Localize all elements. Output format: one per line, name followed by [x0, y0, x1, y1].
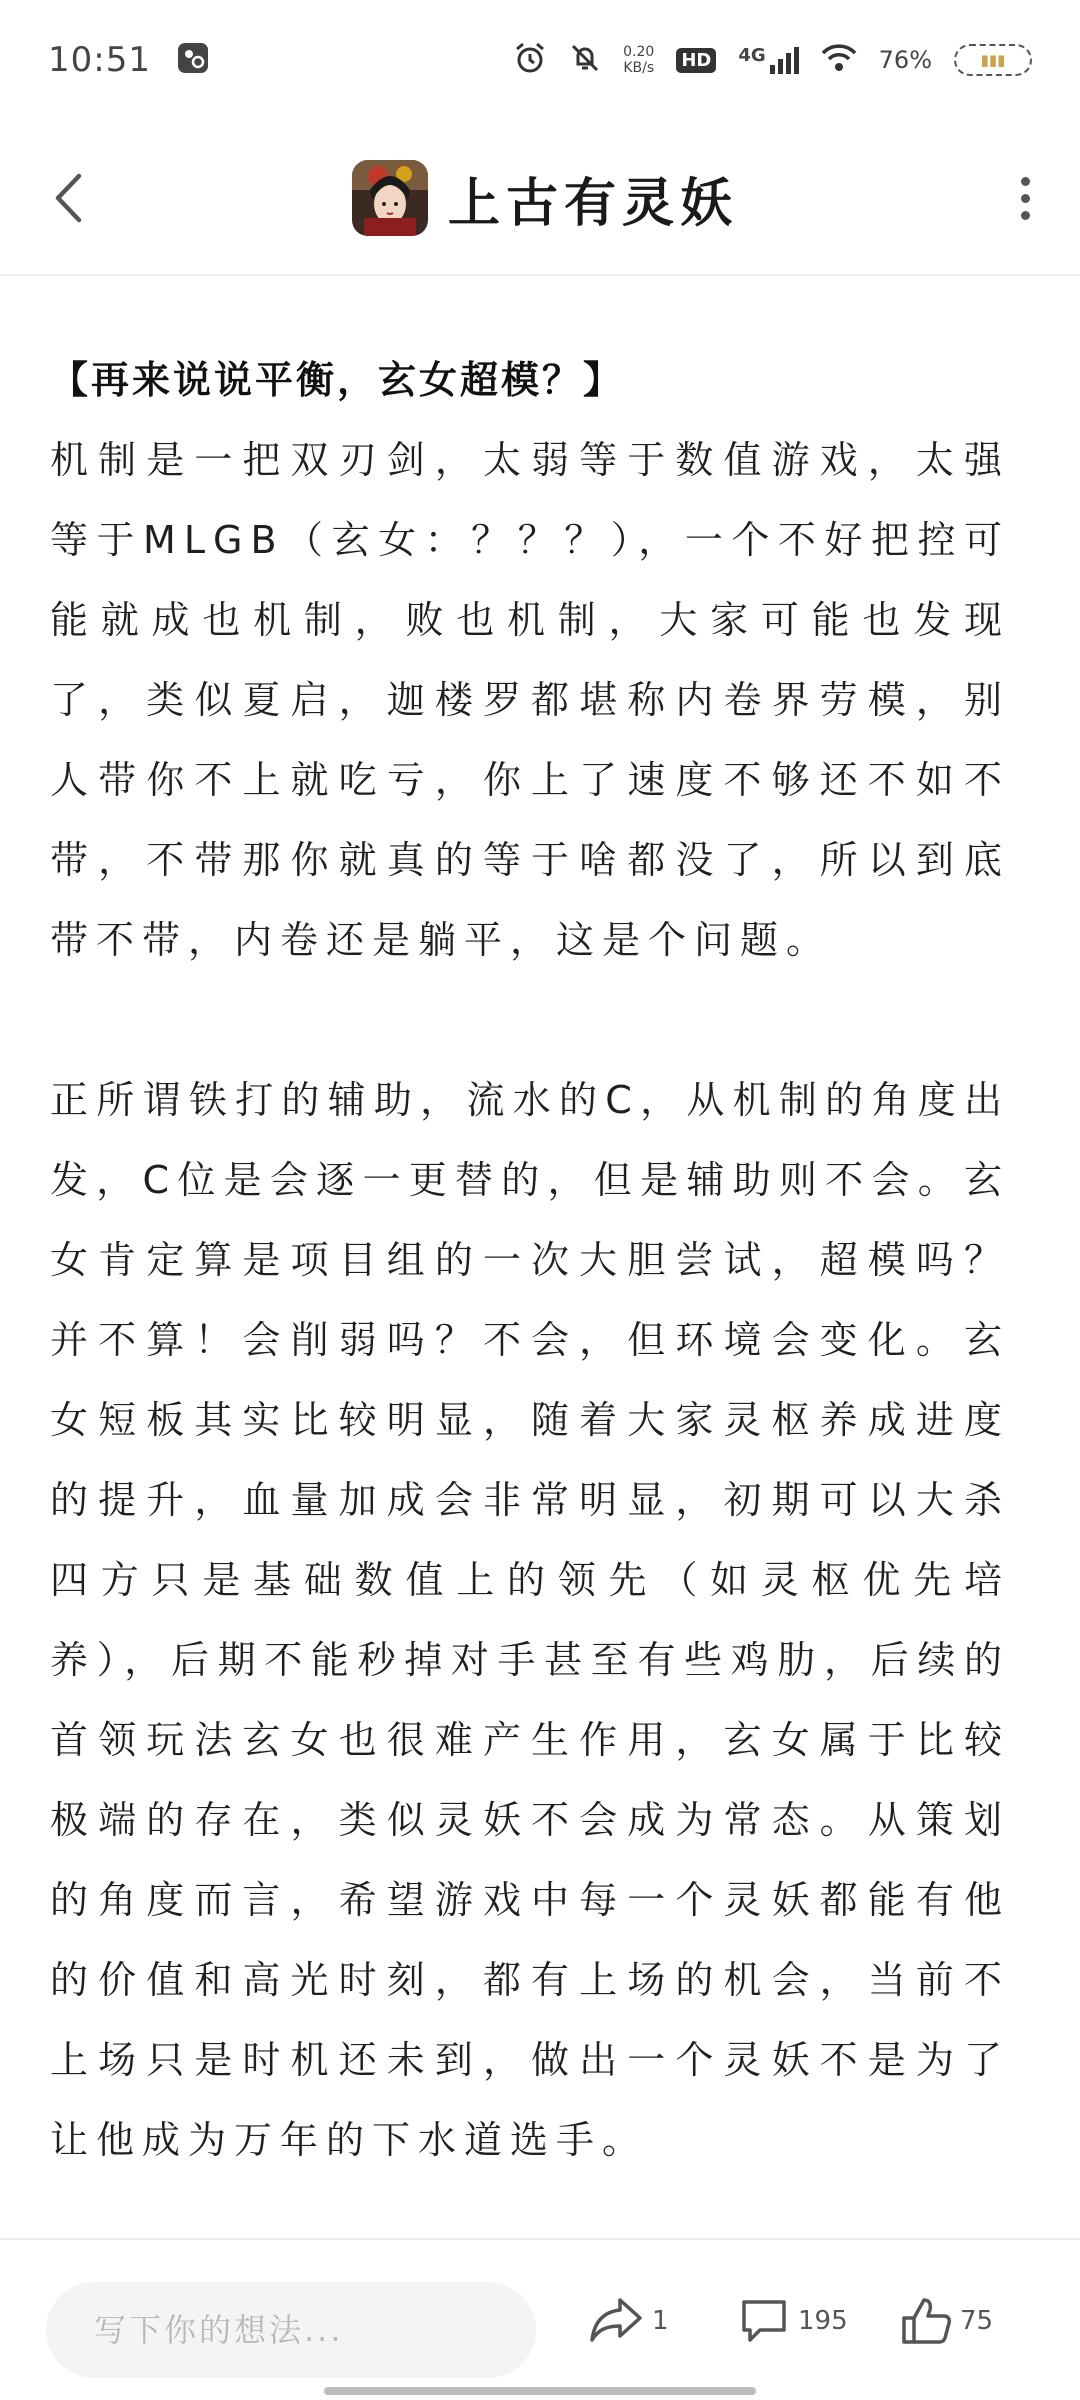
more-dot-icon: [1021, 194, 1030, 203]
battery-icon: ▮▮▮: [954, 44, 1032, 76]
more-options-button[interactable]: [1000, 168, 1050, 228]
bottom-action-bar: [0, 2238, 1080, 2400]
article-paragraph: 机制是一把双刃剑，太弱等于数值游戏，太强等于MLGB（玄女：？？？），一个不好把控可能就成也机制，败也机制，大家可能也发现了，类似夏启，迦楼罗都堪称内卷界劳模，别人带你不上就吃亏，你上了速度不够还不如不带，不带那你就真的等于啥都没了，所以到底带不带，内卷还是躺平，这是个问题。: [50, 438, 1010, 962]
like-button[interactable]: [900, 2296, 993, 2346]
hd-badge: HD: [676, 48, 716, 73]
net-speed-value: 0.20: [623, 44, 655, 60]
comment-icon: [738, 2296, 790, 2346]
battery-percent: 76%: [878, 46, 932, 74]
share-count: 1: [652, 2306, 669, 2336]
title-group[interactable]: [352, 154, 738, 242]
back-arrow-icon: [53, 172, 83, 224]
game-avatar-icon[interactable]: [352, 160, 428, 236]
article-content: [50, 340, 1010, 2180]
gallery-icon: [177, 42, 209, 78]
net-speed: [623, 44, 654, 76]
back-button[interactable]: [40, 162, 96, 234]
home-indicator[interactable]: [324, 2387, 756, 2395]
article-paragraph: 正所谓铁打的辅助，流水的C，从机制的角度出发，C位是会逐一更替的，但是辅助则不会。玄女肯定算是项目组的一次大胆尝试，超模吗？并不算！会削弱吗？不会，但环境会变化。玄女短板其实比较明显，随着大家灵枢养成进度的提升，血量加成会非常明显，初期可以大杀四方只是基础数值上的领先（如灵枢优先培养），后期不能秒掉对手甚至有些鸡肋，后续的首领玩法玄女也很难产生作用，玄女属于比较极端的存在，类似灵妖不会成为常态。从策划的角度而言，希望游戏中每一个灵妖都能有他的价值和高光时刻，都有上场的机会，当前不上场只是时机还未到，做出一个灵妖不是为了让他成为万年的下水道选手。: [50, 1078, 1010, 2162]
paragraph-spacer: [50, 980, 1010, 1060]
cellular-signal-icon: [738, 45, 798, 75]
status-bar: [0, 0, 1080, 120]
network-label: 4G: [738, 45, 766, 66]
more-dot-icon: [1021, 211, 1030, 220]
comment-button[interactable]: [738, 2296, 848, 2346]
share-icon: [588, 2296, 644, 2346]
page-title: 上古有灵妖: [448, 173, 739, 234]
thumbs-up-icon: [900, 2296, 952, 2346]
page-header: [0, 120, 1080, 276]
like-count: 75: [960, 2306, 994, 2336]
wifi-icon: [821, 43, 857, 77]
section-heading: 【再来说说平衡，玄女超模？】: [50, 358, 625, 402]
comment-input[interactable]: [46, 2282, 536, 2378]
status-time: 10:51: [48, 40, 151, 80]
alarm-icon: [513, 41, 547, 79]
more-dot-icon: [1021, 177, 1030, 186]
share-button[interactable]: [588, 2296, 669, 2346]
mute-icon: [569, 42, 601, 78]
net-speed-unit: KB/s: [623, 60, 655, 76]
comment-count: 195: [798, 2306, 848, 2336]
